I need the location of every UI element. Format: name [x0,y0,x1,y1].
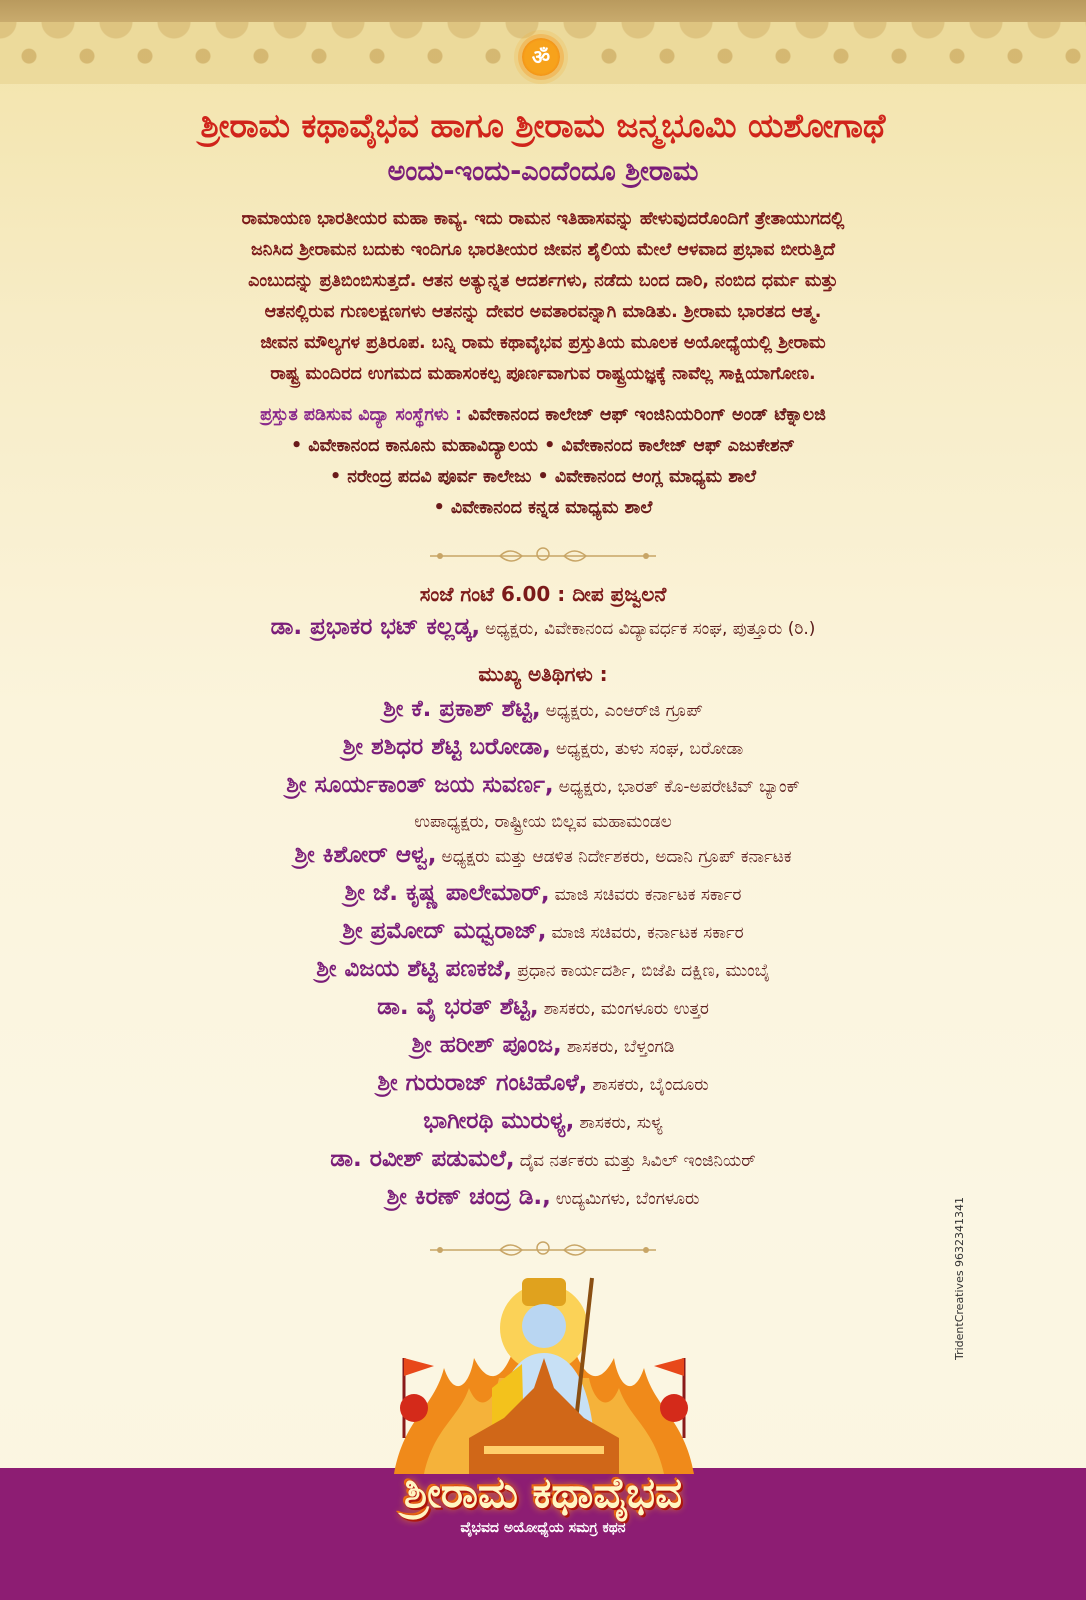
guest-desc: ಮಾಜಿ ಸಚಿವರು ಕರ್ನಾಟಕ ಸರ್ಕಾರ [554,885,742,905]
guest-name: ಶ್ರೀ ಕಿರಣ್ ಚಂದ್ರ ಡಿ., [386,1184,551,1210]
guest-name: ಶ್ರೀ ಶಶಿಧರ ಶೆಟ್ಟಿ ಬರೋಡಾ, [342,734,551,760]
guest-row [0,918,1086,944]
guest-name: ಶ್ರೀ ಕಿಶೋರ್ ಆಳ್ವ, [294,842,437,868]
guest-desc: ಅಧ್ಯಕ್ಷರು ಮತ್ತು ಆಡಳಿತ ನಿರ್ದೇಶಕರು, ಅದಾನಿ ಗ್ರೂಪ್ ಕರ್ನಾಟಕ [441,847,792,867]
guest-sub-desc: ಉಪಾಧ್ಯಕ್ಷರು, ರಾಷ್ಟ್ರೀಯ ಬಿಲ್ಲವ ಮಹಾಮಂಡಲ [414,812,672,832]
intro-line: ಎಂಬುದನ್ನು ಪ್ರತಿಬಿಂಬಿಸುತ್ತದೆ. ಆತನ ಅತ್ಯುನ್ನತ ಆದರ್ಶಗಳು, ನಡೆದು ಬಂದ ದಾರಿ, ನಂಬಿದ ಧರ್ಮ ಮತ್ತು [248,271,838,291]
guest-desc: ಶಾಸಕರು, ಬೈಂದೂರು [592,1075,709,1095]
designer-credit: TridentCreatives 9632341341 [953,1196,966,1360]
guest-desc: ಶಾಸಕರು, ಬೆಳ್ತಂಗಡಿ [566,1037,675,1057]
guest-name: ಶ್ರೀ ಪ್ರಮೋದ್ ಮಧ್ವರಾಜ್, [342,918,547,944]
institutions-line-1 [40,400,1046,431]
top-band [0,0,1086,22]
guest-name: ಶ್ರೀ ಸೂರ್ಯಕಾಂತ್ ಜಯ ಸುವರ್ಣ, [286,772,554,798]
guest-name: ಶ್ರೀ ಕೆ. ಪ್ರಕಾಶ್ ಶೆಟ್ಟಿ, [383,696,541,722]
guest-row [0,956,1086,982]
guest-desc: ಶಾಸಕರು, ಮಂಗಳೂರು ಉತ್ತರ [543,999,709,1019]
footer-tagline: ವೈಭವದ ಅಯೋಧ್ಯೆಯ ಸಮಗ್ರ ಕಥನ [460,1520,626,1536]
guest-row [0,772,1086,798]
intro-line: ಆತನಲ್ಲಿರುವ ಗುಣಲಕ್ಷಣಗಳು ಆತನನ್ನು ದೇವರ ಅವತಾರವನ್ನಾಗಿ ಮಾಡಿತು. ಶ್ರೀರಾಮ ಭಾರತದ ಆತ್ಮ. [264,302,822,322]
guest-desc: ಮಾಜಿ ಸಚಿವರು, ಕರ್ನಾಟಕ ಸರ್ಕಾರ [551,923,744,943]
institutions-block [40,400,1046,524]
guest-row [0,1146,1086,1172]
guests-heading: ಮುಖ್ಯ ಅತಿಥಿಗಳು : [478,662,608,686]
guest-desc: ಅಧ್ಯಕ್ಷರು, ತುಳು ಸಂಘ, ಬರೋಡಾ [555,739,744,759]
guest-name: ಶ್ರೀ ವಿಜಯ ಶೆಟ್ಟಿ ಪಣಕಜೆ, [316,956,513,982]
guest-name: ಭಾಗೀರಥಿ ಮುರುಳ್ಯ, [423,1108,575,1134]
guest-name: ಶ್ರೀ ಹರೀಶ್ ಪೂಂಜ, [411,1032,562,1058]
page-subtitle: ಅಂದು-ಇಂದು-ಎಂದೆಂದೂ ಶ್ರೀರಾಮ [387,156,699,187]
guest-desc: ಅಧ್ಯಕ್ಷರು, ಭಾರತ್ ಕೊ-ಅಪರೇಟಿವ್ ಬ್ಯಾಂಕ್ [558,777,800,797]
guest-desc: ಪ್ರಧಾನ ಕಾರ್ಯದರ್ಶಿ, ಬಿಜೆಪಿ ದಕ್ಷಿಣ, ಮುಂಬೈ [517,961,770,981]
guest-row [0,1070,1086,1096]
intro-line: ರಾಮಾಯಣ ಭಾರತೀಯರ ಮಹಾ ಕಾವ್ಯ. ಇದು ರಾಮನ ಇತಿಹಾಸವನ್ನು ಹೇಳುವುದರೊಂದಿಗೆ ತ್ರೇತಾಯುಗದಲ್ಲಿ [241,209,845,229]
ornament-divider-icon [420,1238,666,1262]
president-name: ಡಾ. ಪ್ರಭಾಕರ ಭಟ್ ಕಲ್ಲಡ್ಕ, [270,614,481,640]
om-icon: ॐ [522,38,560,76]
intro-paragraph [66,204,1020,390]
guest-row [0,696,1086,722]
guest-row [0,1032,1086,1058]
guest-desc: ದೈವ ನರ್ತಕರು ಮತ್ತು ಸಿವಿಲ್ ಇಂಜಿನಿಯರ್ [519,1151,756,1171]
guest-desc: ಶಾಸಕರು, ಸುಳ್ಯ [579,1113,663,1133]
institution-first: ವಿವೇಕಾನಂದ ಕಾಲೇಜ್ ಆಫ್ ಇಂಜಿನಿಯರಿಂಗ್ ಅಂಡ್ ಟೆಕ್ನಾಲಜಿ [468,405,826,425]
institutions-line-3: • ನರೇಂದ್ರ ಪದವಿ ಪೂರ್ವ ಕಾಲೇಜು • ವಿವೇಕಾನಂದ ಆಂಗ್ಲ ಮಾಧ್ಯಮ ಶಾಲೆ [329,467,757,487]
intro-line: ರಾಷ್ಟ್ರ ಮಂದಿರದ ಉಗಮದ ಮಹಾಸಂಕಲ್ಪ ಪೂರ್ಣವಾಗುವ ರಾಷ್ಟ್ರಯಜ್ಞಕ್ಕೆ ನಾವೆಲ್ಲ ಸಾಕ್ಷಿಯಾಗೋಣ. [270,364,816,384]
institutions-line-4: • ವಿವೇಕಾನಂದ ಕನ್ನಡ ಮಾಧ್ಯಮ ಶಾಲೆ [433,498,653,518]
guest-row [0,880,1086,906]
institutions-label: ಪ್ರಸ್ತುತ ಪಡಿಸುವ ವಿದ್ಯಾ ಸಂಸ್ಥೆಗಳು : [260,405,462,425]
guest-name: ಡಾ. ರವೀಶ್ ಪಡುಮಲೆ, [330,1146,515,1172]
guest-name: ಶ್ರೀ ಜೆ. ಕೃಷ್ಣ ಪಾಲೇಮಾರ್, [344,880,550,906]
guest-desc: ಅಧ್ಯಕ್ಷರು, ಎಂಆರ್‌ಜಿ ಗ್ರೂಪ್ [545,701,703,721]
intro-line: ಜನಿಸಿದ ಶ್ರೀರಾಮನ ಬದುಕು ಇಂದಿಗೂ ಭಾರತೀಯರ ಜೀವನ ಶೈಲಿಯ ಮೇಲೆ ಆಳವಾದ ಪ್ರಭಾವ ಬೀರುತ್ತಿದೆ [251,240,835,260]
guest-desc: ಉದ್ಯಮಿಗಳು, ಬೆಂಗಳೂರು [555,1189,700,1209]
president-desc: ಅಧ್ಯಕ್ಷರು, ವಿವೇಕಾನಂದ ವಿದ್ಯಾವರ್ಧಕ ಸಂಘ, ಪುತ್ತೂರು (ರಿ.) [485,619,816,639]
guest-row [0,994,1086,1020]
guest-row [0,1108,1086,1134]
guest-row [0,842,1086,868]
institutions-line-2: • ವಿವೇಕಾನಂದ ಕಾನೂನು ಮಹಾವಿದ್ಯಾಲಯ • ವಿವೇಕಾನಂದ ಕಾಲೇಜ್ ಆಫ್ ಎಜುಕೇಶನ್ [291,436,795,456]
ornament-divider-icon [420,544,666,568]
guest-row [0,1184,1086,1210]
page-title: ಶ್ರೀರಾಮ ಕಥಾವೈಭವ ಹಾಗೂ ಶ್ರೀರಾಮ ಜನ್ಮಭೂಮಿ ಯಶೋಗಾಥೆ [200,106,886,145]
guest-name: ಡಾ. ವೈ ಭರತ್ ಶೆಟ್ಟಿ, [377,994,539,1020]
president-line [0,614,1086,640]
intro-line: ಜೀವನ ಮೌಲ್ಯಗಳ ಪ್ರತಿರೂಪ. ಬನ್ನಿ ರಾಮ ಕಥಾವೈಭವ ಪ್ರಸ್ತುತಿಯ ಮೂಲಕ ಅಯೋಧ್ಯೆಯಲ್ಲಿ ಶ್ರೀರಾಮ [260,333,826,353]
guest-name: ಶ್ರೀ ಗುರುರಾಜ್ ಗಂಟಿಹೊಳೆ, [377,1070,588,1096]
footer-logo-title: ಶ್ರೀರಾಮ ಕಥಾವೈಭವ [403,1468,683,1517]
guest-row [0,734,1086,760]
event-time: ಸಂಜೆ ಗಂಟೆ 6.00 : ದೀಪ ಪ್ರಜ್ವಲನೆ [419,582,667,606]
sri-rama-temple-emblem-icon [374,1268,714,1474]
